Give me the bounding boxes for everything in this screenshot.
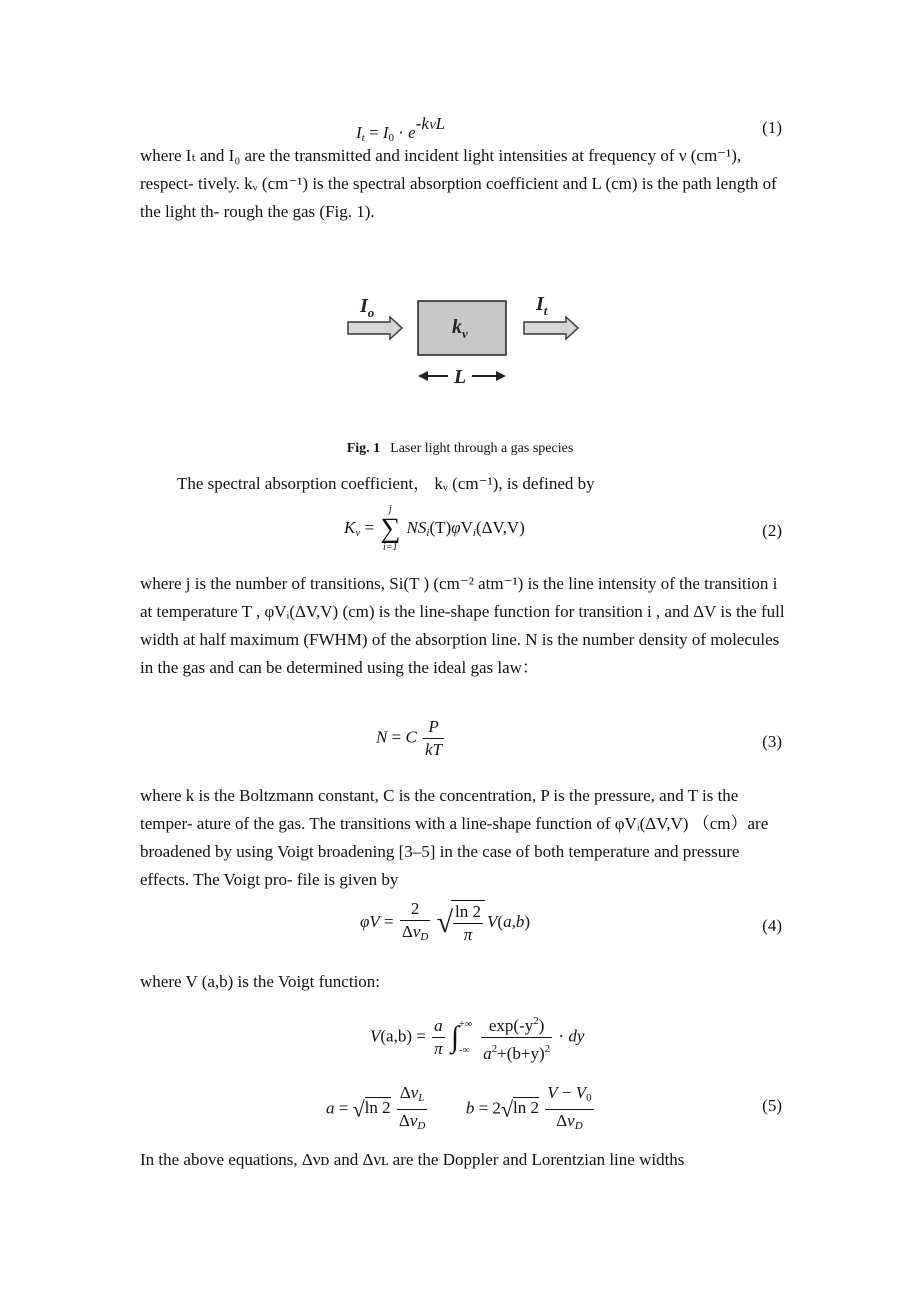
equation-2 (140, 505, 782, 557)
label-length: L (454, 366, 467, 388)
figure-1-caption (0, 441, 920, 457)
caption-label: Fig. 1 (346, 441, 381, 456)
equation-4-body: φV = $\frac{2}{\Delta\nu_D}$ √ $\frac{\ln 2}{\pi}$ V(a,b) (360, 899, 531, 944)
incident-arrow (348, 317, 402, 339)
equation-2-body: $K_v$ = j ∑ i=1 $NS_i(T)\varphi V_i(\Delta V,V)$ (344, 504, 525, 553)
paragraph-4: where k is the Boltzmann constant, C is the concentration, P is the pressure, and T is the temper- ature of the gas. The transitions with a line-shape function of φVᵢ(ΔV,V) （cm）are broadened by using Voigt broadening [3–5] in the case of both temperature and pressure effects. The Voigt pro- file is given by (140, 786, 769, 889)
paragraph-2: The spectral absorption coefficient， kᵥ (cm⁻¹), is defined by (177, 474, 595, 493)
equation-4 (140, 898, 782, 954)
equation-1-number: (1) (762, 118, 782, 137)
equation-4-number: (4) (762, 916, 782, 935)
caption-text: Laser light through a gas species (390, 441, 574, 456)
figure-1 (330, 285, 600, 395)
paragraph-5: where V (a,b) is the Voigt function: (140, 972, 381, 991)
paragraph-6: In the above equations, Δνᴅ and Δνʟ are the Doppler and Lorentzian line widths (140, 1150, 685, 1169)
equation-5 (140, 1082, 782, 1132)
equation-5-number: (5) (762, 1096, 782, 1115)
equation-3-number: (3) (762, 732, 782, 751)
equation-3 (140, 716, 782, 768)
equation-2-number: (2) (762, 521, 782, 540)
label-coefficient: $k_v$ (452, 316, 468, 341)
paragraph-1: where Iₜ and I₀ are the transmitted and incident light intensities at frequency of ν (cm⁻¹), respect- tively. kᵥ (cm⁻¹) is the spectral absorption coefficient and L (cm) is the path length of the light th- rough the gas (Fig. 1). (140, 146, 777, 221)
equation-voigt-body: V(a,b) = $\frac{a}{\pi}$ ∫+∞ -∞ $\frac{\exp(-y^2)}{a^2+(b+y)^2}$ · dy (370, 1010, 584, 1065)
label-transmitted: $I_t$ (536, 293, 548, 318)
equation-voigt (140, 1010, 782, 1064)
equation-3-body: N = C $\frac{P}{kT}$ (376, 717, 443, 759)
transmitted-arrow (524, 317, 578, 339)
length-arrow-left (418, 371, 428, 381)
equation-5-body: a = √ln 2 $\frac{\Delta\nu_L}{\Delta\nu_D}$ b = 2√ln 2 $\frac{V - V_0}{\Delta\nu_D}$ (326, 1083, 592, 1132)
equation-1-body: $I_t = I_0 \cdot e-kVL$ (356, 114, 446, 144)
paragraph-3: where j is the number of transitions, Si(T ) (cm⁻² atm⁻¹) is the line intensity of the transition i at temperature T , φVᵢ(ΔV,V) (cm) is the line-shape function for transition i , and ΔV is the full width at half maximum (FWHM) of the absorption line. N is the number density of molecules in the gas and can be determined using the ideal gas law： (140, 574, 785, 677)
label-incident: $I_o$ (360, 295, 375, 320)
length-arrow-right (496, 371, 506, 381)
equation-1 (140, 112, 782, 142)
